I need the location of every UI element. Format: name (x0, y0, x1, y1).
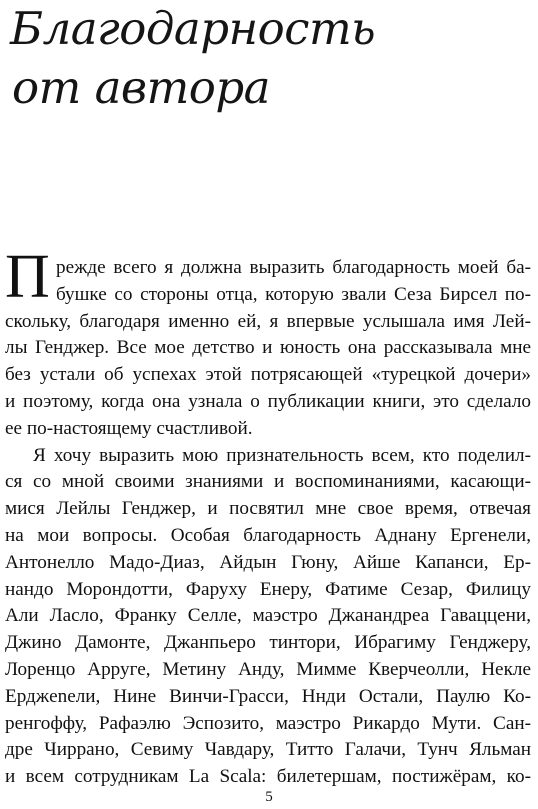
text-line: ся со мной своими знаниями и воспоминаниями, касающи- (5, 471, 531, 493)
text-line: нандо Морондотти, Фаруху Енеру, Фатиме Сезар, Филицу (5, 578, 531, 600)
text-line: и поэтому, когда она узнала о публикации книги, это сделало (5, 390, 531, 412)
text-line: лы Генджер. Все мое детство и юность она рассказывала мне (5, 337, 531, 359)
text-line: бушке со стороны отца, которую звали Сеза Бирсел по- (56, 283, 531, 305)
paragraph-1 (5, 255, 531, 443)
chapter-title (10, 0, 375, 116)
text-line: Антонелло Мадо-Диаз, Айдын Гюну, Айше Капанси, Ер- (5, 551, 531, 573)
text-line: Я хочу выразить мою признательность всем, кто поделил- (33, 444, 531, 466)
text-line: режде всего я должна выразить благодарность моей ба- (56, 257, 531, 278)
text-line: и всем сотрудникам La Scala: билетершам, постижёрам, ко- (5, 766, 531, 788)
text-line: ее по-настоящему счастливой. (5, 417, 253, 439)
text-line: мися Лейлы Генджер, и посвятил мне свое время, отвечая (5, 498, 531, 520)
page-number: 5 (265, 789, 273, 805)
text-line: Али Ласло, Франку Селле, маэстро Джанандреа Гаваццени, (5, 605, 531, 627)
text-line: дре Чиррано, Севиму Чавдару, Титто Галачи, Тунч Яльман (5, 739, 531, 761)
body-text (5, 255, 531, 791)
paragraph-2 (5, 443, 531, 791)
text-line: Лоренцо Арруге, Метину Анду, Мимме Кверчеолли, Некле (5, 658, 531, 680)
chapter-title-line-1: Благодарность (10, 2, 376, 55)
text-line: Ерджenели, Нине Винчи-Грасси, Ннди Остали, Паулю Ко- (5, 685, 531, 707)
text-line: Джино Дамонте, Джанпьеро тинтори, Ибрагиму Генджеру, (5, 632, 531, 654)
drop-cap: П (5, 243, 50, 311)
text-line: без устали об успехах этой потрясающей «турецкой дочери» (5, 364, 531, 386)
chapter-title-line-2: от автора (12, 61, 270, 114)
text-line: на мои вопросы. Особая благодарность Аднану Ергенели, (5, 524, 531, 546)
text-line: скольку, благодаря именно ей, я впервые услышала имя Лей- (5, 310, 531, 332)
text-line: ренгоффу, Рафаэлю Эспозито, маэстро Рикардо Мути. Сан- (5, 712, 531, 734)
